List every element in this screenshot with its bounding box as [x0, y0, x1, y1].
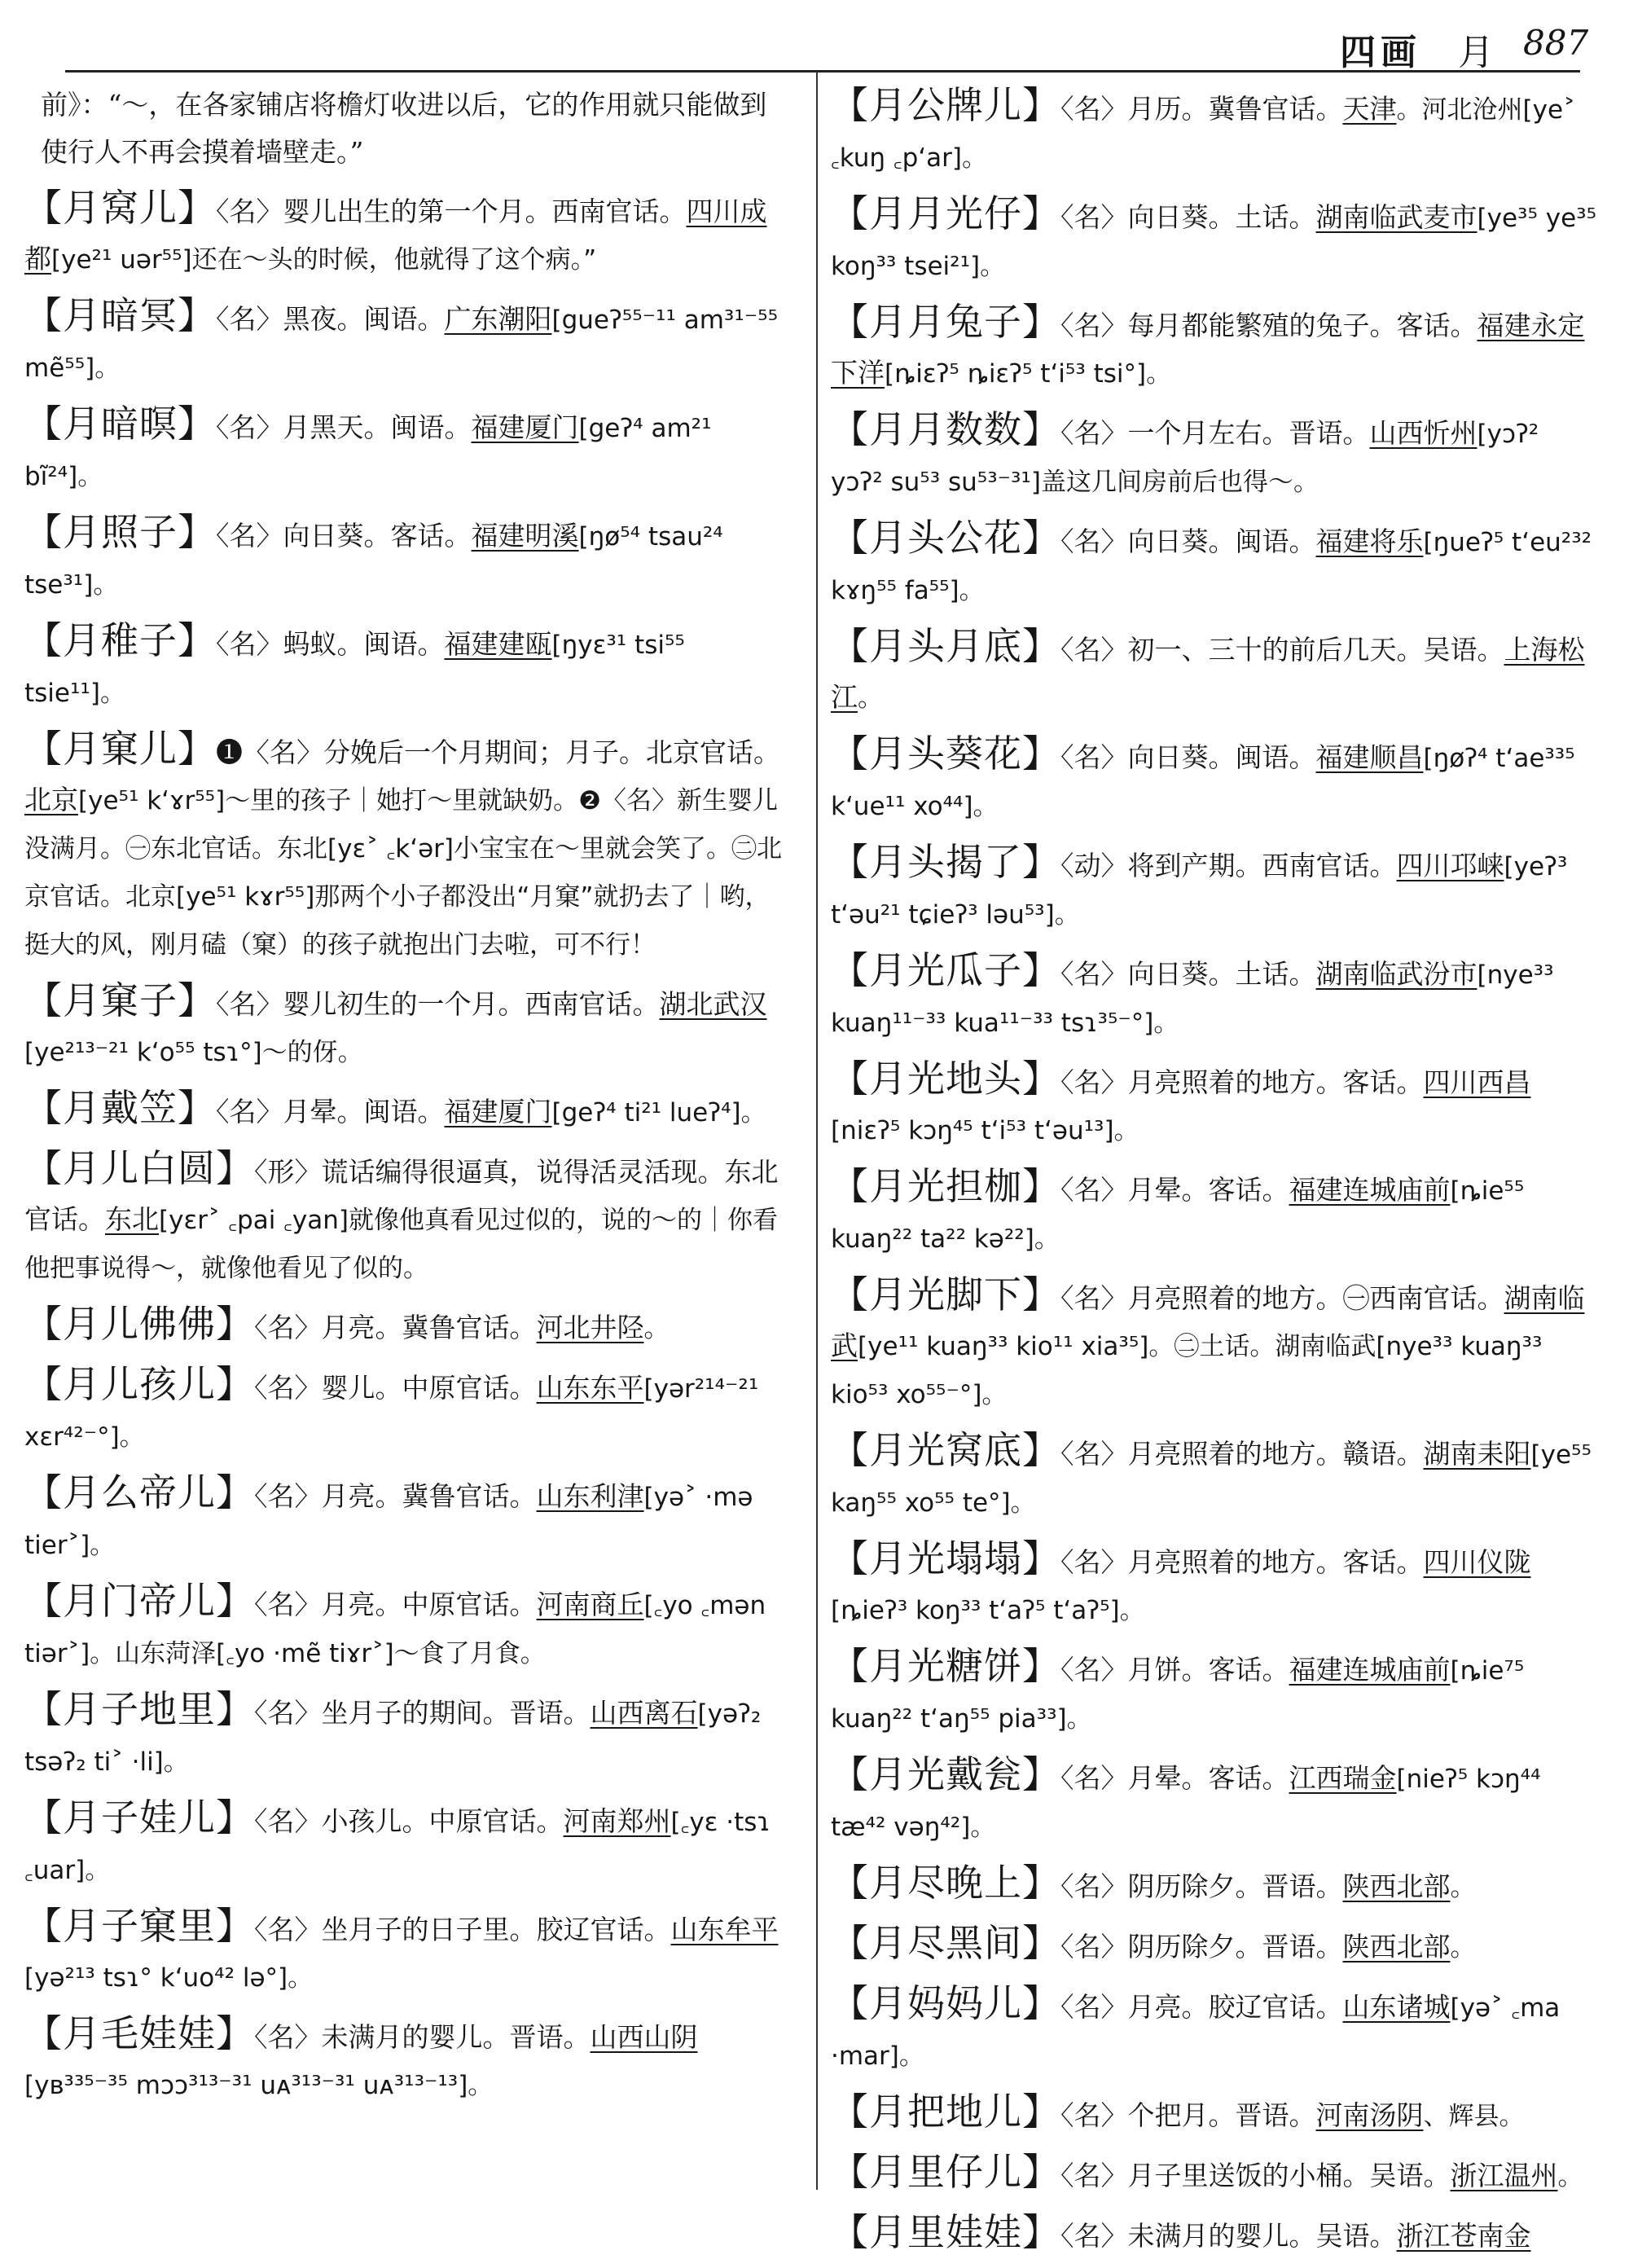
entry-pronunciation: [ŋyɛ³¹ tsi⁵⁵ tsie¹¹]。 — [24, 631, 685, 708]
dictionary-entry — [24, 1084, 790, 1136]
entry-definition: 〈动〉将到产期。西南官话。 — [1060, 850, 1397, 881]
entry-location: 山西山阴 — [590, 2021, 698, 2053]
entry-location: 湖南临武麦市 — [1315, 201, 1478, 233]
entry-pronunciation: [yə˃ ꜀ma ·mar]。 — [831, 1993, 1561, 2071]
dictionary-entry — [24, 81, 790, 176]
entry-definition: 〈名〉月子里送饭的小桶。吴语。 — [1060, 2160, 1451, 2191]
dictionary-entry — [24, 2010, 790, 2109]
entry-pronunciation: [ye⁵⁵ kaŋ⁵⁵ xo⁵⁵ te°]。 — [831, 1440, 1592, 1518]
entry-definition: 〈名〉月晕。客话。 — [1060, 1762, 1289, 1794]
entry-definition: 〈名〉个把月。晋语。 — [1060, 2099, 1316, 2131]
entry-headword: 【月子地里】 — [24, 1687, 254, 1731]
dictionary-entry — [24, 1360, 790, 1461]
entry-location: 四川邛崃 — [1396, 850, 1504, 881]
entry-headword: 【月尽晚上】 — [831, 1861, 1060, 1905]
entry-location: 福建厦门 — [444, 1096, 552, 1127]
entry-headword: 【月尽黑间】 — [831, 1921, 1060, 1965]
entry-location: 福建永定下洋 — [831, 310, 1585, 389]
entry-pronunciation: [geʔ⁴ am²¹ bĩ²⁴]。 — [24, 414, 712, 491]
entry-definition: 〈名〉小孩儿。中原官话。 — [254, 1805, 564, 1837]
entry-definition: 〈名〉初一、三十的前后几天。吴语。 — [1060, 634, 1504, 666]
entry-headword: 【月暗冥】 — [24, 293, 216, 337]
entry-headword: 【月头月底】 — [831, 624, 1060, 668]
entry-headword: 【月子娃儿】 — [24, 1796, 254, 1839]
header-rule — [65, 70, 1580, 73]
entry-location: 北京 — [24, 784, 78, 815]
dictionary-entry — [24, 1577, 790, 1677]
entry-definition: 〈名〉月晕。客话。 — [1060, 1174, 1289, 1206]
entry-location: 广东潮阳 — [444, 303, 552, 335]
dictionary-entry — [831, 2209, 1596, 2260]
dictionary-entry — [831, 1751, 1596, 1851]
entry-definition: 〈名〉向日葵。客话。 — [216, 520, 472, 552]
entry-definition: 〈名〉月亮照着的地方。客话。 — [1060, 1546, 1424, 1578]
entry-definition: 〈名〉一个月左右。晋语。 — [1060, 417, 1370, 449]
entry-pronunciation: [ŋøʔ⁴ t‘ae³³⁵ k‘ue¹¹ xo⁴⁴]。 — [831, 744, 1575, 821]
entry-location: 湖南耒阳 — [1423, 1438, 1531, 1470]
entry-headword: 【月月数数】 — [831, 407, 1060, 451]
entry-location: 山东牟平 — [670, 1914, 779, 1945]
dictionary-entry — [831, 1163, 1596, 1263]
dictionary-entry — [831, 514, 1596, 614]
entry-definition: 〈名〉月亮。冀鲁官话。 — [254, 1312, 537, 1343]
dictionary-entry — [831, 190, 1596, 290]
entry-pronunciation: 、辉县。 — [1423, 2102, 1525, 2131]
entry-definition: 〈名〉月饼。客话。 — [1060, 1654, 1289, 1686]
entry-definition: 〈名〉向日葵。土话。 — [1060, 201, 1316, 233]
entry-definition: 〈名〉月亮。胶辽官话。 — [1060, 1991, 1343, 2023]
entry-headword: 【月光担枷】 — [831, 1164, 1060, 1208]
entry-headword: 【月里娃娃】 — [831, 2210, 1060, 2254]
entry-pronunciation: [꜀yo ꜀mən tiər˃]。山东菏泽[꜀yo ·mẽ tiɤr˃]～食了月食。 — [24, 1591, 766, 1668]
entry-pronunciation: [ŋueʔ⁵ t‘eu²³² kɤŋ⁵⁵ fa⁵⁵]。 — [831, 528, 1592, 605]
entry-pronunciation: [yə²¹³ tsɿ° k‘uo⁴² lə°]。 — [24, 1963, 314, 1993]
entry-definition: 前》：“～，在各家铺店将檐灯收进以后，它的作用就只能做到使行人不再会摸着墙壁走。” — [41, 89, 767, 168]
entry-location: 福建将乐 — [1315, 525, 1424, 557]
page-header — [0, 11, 1629, 73]
entry-location: 山东利津 — [536, 1480, 644, 1512]
entry-headword: 【月窠子】 — [24, 978, 216, 1022]
entry-location: 河南商丘 — [536, 1589, 644, 1620]
entry-pronunciation: [ye²¹³⁻²¹ k‘o⁵⁵ tsɿ°]～的伢。 — [24, 1038, 363, 1067]
entry-pronunciation: [geʔ⁴ ti²¹ lueʔ⁴]。 — [551, 1098, 766, 1127]
entry-location: 四川仪陇 — [1423, 1546, 1531, 1578]
entry-headword: 【月光瓜子】 — [831, 948, 1060, 992]
entry-definition: 〈名〉阴历除夕。晋语。 — [1060, 1931, 1343, 1963]
entry-pronunciation: [yəʔ₂ tsəʔ₂ ti˃ ·li]。 — [24, 1699, 762, 1777]
entry-headword: 【月么帝儿】 — [24, 1470, 254, 1514]
dictionary-entry — [831, 838, 1596, 938]
entry-pronunciation: [yeʔ³ t‘əu²¹ tɕieʔ³ ləu⁵³]。 — [831, 852, 1568, 930]
right-column — [831, 81, 1596, 2268]
entry-headword: 【月头揭了】 — [831, 840, 1060, 884]
dictionary-entry — [24, 1794, 790, 1894]
entry-pronunciation: [ȵieʔ³ koŋ³³ t‘aʔ⁵ t‘aʔ⁵]。 — [831, 1596, 1145, 1625]
entry-headword: 【月光戴瓮】 — [831, 1752, 1060, 1796]
entry-definition: 〈形〉谎话编得很逼真，说得活灵活现。东北官话。 — [24, 1156, 779, 1235]
dictionary-entry — [831, 1859, 1596, 1911]
entry-location: 山西离石 — [590, 1697, 698, 1729]
entry-headword: 【月头葵花】 — [831, 732, 1060, 776]
entry-pronunciation: [yʙ³³⁵⁻³⁵ mɔɔ³¹³⁻³¹ uᴀ³¹³⁻³¹ uᴀ³¹³⁻¹³]。 — [24, 2071, 494, 2100]
entry-definition: 〈名〉向日葵。闽语。 — [1060, 741, 1316, 773]
entry-location: 福建连城庙前 — [1289, 1174, 1451, 1206]
entry-definition: 〈名〉月亮照着的地方。㊀西南官话。 — [1060, 1282, 1504, 1314]
dictionary-entry — [24, 1300, 790, 1352]
entry-location: 山东诸城 — [1342, 1991, 1451, 2023]
entry-headword: 【月光脚下】 — [831, 1272, 1060, 1316]
entry-headword: 【月门帝儿】 — [24, 1579, 254, 1623]
dictionary-entry — [24, 1902, 790, 2002]
entry-definition: 〈名〉未满月的婴儿。晋语。 — [254, 2021, 591, 2053]
entry-location: 河南郑州 — [563, 1805, 671, 1837]
dictionary-entry — [831, 406, 1596, 506]
entry-headword: 【月光糖饼】 — [831, 1644, 1060, 1688]
entry-pronunciation: [yər²¹⁴⁻²¹ xɛr⁴²⁻°]。 — [24, 1374, 759, 1452]
entry-pronunciation: [yɔʔ² yɔʔ² su⁵³ su⁵³⁻³¹]盖这几间房前后也得～。 — [831, 420, 1539, 497]
dictionary-entry — [831, 1426, 1596, 1527]
entry-headword: 【月照子】 — [24, 510, 216, 554]
entry-headword: 【月里仔儿】 — [831, 2150, 1060, 2194]
dictionary-entry — [831, 1919, 1596, 1971]
entry-location: 山东东平 — [536, 1372, 644, 1404]
entry-headword: 【月子窠里】 — [24, 1904, 254, 1948]
dictionary-entry — [831, 947, 1596, 1047]
entry-location: 浙江苍南金 — [1396, 2220, 1531, 2252]
entry-pronunciation: [ye⁵¹ k‘ɤr⁵⁵]～里的孩子｜她打～里就缺奶。❷〈名〉新生婴儿没满月。㊀东北官话。东北[yɛ˃ ꜀k‘ər]小宝宝在～里就会笑了。㊁北京官话。北京[ye⁵¹ kɤr⁵⁵]那两个小子都没出“月窠”就扔去了｜哟，挺大的风，刚月磕（窠）的孩子就抱出门去啦，可不行！ — [24, 786, 782, 960]
dictionary-entry — [831, 1055, 1596, 1154]
column-divider — [816, 72, 818, 2190]
left-column — [24, 81, 790, 2117]
entry-location: 福建连城庙前 — [1289, 1654, 1451, 1686]
dictionary-entry — [24, 184, 790, 284]
entry-definition: 〈名〉向日葵。闽语。 — [1060, 525, 1316, 557]
entry-headword: 【月儿孩儿】 — [24, 1362, 254, 1406]
entry-location: 湖北武汉 — [659, 988, 767, 1020]
entry-pronunciation: [nieʔ⁵ kɔŋ⁴⁴ tæ⁴² vəŋ⁴²]。 — [831, 1765, 1541, 1842]
entry-definition: 〈名〉每月都能繁殖的兔子。客话。 — [1060, 310, 1478, 341]
entry-headword: 【月公牌儿】 — [831, 83, 1060, 127]
entry-location: 陕西北部 — [1342, 1870, 1451, 1902]
entry-definition: 〈名〉月亮。中原官话。 — [254, 1589, 537, 1620]
entry-location: 陕西北部 — [1342, 1931, 1451, 1963]
entry-headword: 【月儿佛佛】 — [24, 1302, 254, 1346]
entry-pronunciation: [ye²¹ uər⁵⁵]还在～头的时候，他就得了这个病。” — [51, 245, 597, 275]
entry-location: 湖南临武汾市 — [1315, 958, 1478, 990]
dictionary-entry — [831, 81, 1596, 182]
entry-headword: 【月戴笠】 — [24, 1086, 216, 1130]
entry-location: 福建明溪 — [471, 520, 579, 552]
dictionary-entry — [24, 617, 790, 717]
entry-location: 东北 — [105, 1203, 159, 1235]
entry-location: 江西瑞金 — [1289, 1762, 1397, 1794]
entry-location: 河南汤阴 — [1315, 2099, 1424, 2131]
dictionary-entry — [24, 1145, 790, 1292]
entry-location: 福建厦门 — [471, 411, 579, 443]
entry-pronunciation: 。 — [1450, 1873, 1476, 1902]
dictionary-entry — [831, 2088, 1596, 2140]
entry-location: 上海松江 — [831, 634, 1585, 713]
entry-definition: 〈名〉坐月子的期间。晋语。 — [254, 1697, 591, 1729]
entry-definition: 〈名〉阴历除夕。晋语。 — [1060, 1870, 1343, 1902]
entry-location: 河北井陉 — [536, 1312, 644, 1343]
entry-pronunciation: [ȵiɛʔ⁵ ȵiɛʔ⁵ t‘i⁵³ tsi°]。 — [885, 359, 1172, 389]
dictionary-entry — [24, 508, 790, 609]
entry-pronunciation: [yə˃ ·mə tier˃]。 — [24, 1483, 753, 1560]
entry-definition: 〈名〉黑夜。闽语。 — [216, 303, 445, 335]
entry-location: 山西忻州 — [1369, 417, 1478, 449]
entry-pronunciation: 。河北沧州[ye˃ ꜀kuŋ ꜀p‘ar]。 — [831, 95, 1576, 173]
dictionary-entry — [24, 977, 790, 1076]
radical-label: 月 — [1458, 32, 1494, 73]
entry-pronunciation: [yɛr˃ ꜀pai ꜀yan]就像他真看见过似的，说的～的｜你看他把事说得～，就像他看见了似的。 — [24, 1206, 778, 1283]
dictionary-entry — [831, 298, 1596, 398]
entry-headword: 【月妈妈儿】 — [831, 1981, 1060, 2025]
entry-definition: 〈名〉婴儿出生的第一个月。西南官话。 — [216, 196, 687, 227]
dictionary-entry — [831, 730, 1596, 830]
dictionary-entry — [24, 725, 790, 969]
entry-headword: 【月暗暝】 — [24, 402, 216, 446]
entry-pronunciation: 。 — [643, 1314, 670, 1343]
entry-headword: 【月月兔子】 — [831, 300, 1060, 344]
entry-headword: 【月窠儿】 — [24, 727, 216, 771]
entry-definition: 〈名〉月亮照着的地方。客话。 — [1060, 1066, 1424, 1098]
entry-pronunciation: [gueʔ⁵⁵⁻¹¹ am³¹⁻⁵⁵ mẽ⁵⁵]。 — [24, 305, 779, 383]
entry-definition: 〈名〉婴儿。中原官话。 — [254, 1372, 537, 1404]
entry-pronunciation: 。 — [1450, 1933, 1476, 1963]
entry-definition: 〈名〉坐月子的日子里。胶辽官话。 — [254, 1914, 671, 1945]
entry-headword: 【月光窝底】 — [831, 1428, 1060, 1472]
entry-definition: 〈名〉未满月的婴儿。吴语。 — [1060, 2220, 1397, 2252]
entry-pronunciation: [nye³³ kuaŋ¹¹⁻³³ kua¹¹⁻³³ tsɿ³⁵⁻°]。 — [831, 960, 1554, 1038]
entry-pronunciation: [ŋø⁵⁴ tsau²⁴ tse³¹]。 — [24, 522, 723, 600]
entry-headword: 【月毛娃娃】 — [24, 2011, 254, 2055]
entry-headword: 【月月光仔】 — [831, 191, 1060, 235]
entry-pronunciation: [ye³⁵ ye³⁵ koŋ³³ tsei²¹]。 — [831, 204, 1596, 281]
dictionary-entry — [24, 292, 790, 392]
dictionary-entry — [831, 1642, 1596, 1743]
entry-definition: 〈名〉月亮照着的地方。赣语。 — [1060, 1438, 1424, 1470]
entry-headword: 【月儿白圆】 — [24, 1146, 254, 1190]
entry-pronunciation: [ȵie⁵⁵ kuaŋ²² ta²² kə²²]。 — [831, 1176, 1525, 1254]
entry-headword: 【月窝儿】 — [24, 186, 216, 230]
section-label: 四画 — [1340, 32, 1421, 73]
entry-location: 福建顺昌 — [1315, 741, 1424, 773]
entry-pronunciation: 。 — [858, 683, 883, 713]
entry-headword: 【月头公花】 — [831, 516, 1060, 560]
entry-location: 浙江温州 — [1450, 2160, 1558, 2191]
entry-location: 福建建瓯 — [444, 628, 552, 660]
entry-definition: 〈名〉月亮。冀鲁官话。 — [254, 1480, 537, 1512]
entry-pronunciation: [ye¹¹ kuaŋ³³ kio¹¹ xia³⁵]。㊁土话。湖南临武[nye³³ kuaŋ³³ kio⁵³ xo⁵⁵⁻°]。 — [831, 1332, 1543, 1409]
entry-headword: 【月光地头】 — [831, 1057, 1060, 1101]
entry-location: 四川西昌 — [1423, 1066, 1531, 1098]
entry-definition: 〈名〉婴儿初生的一个月。西南官话。 — [216, 988, 660, 1020]
dictionary-entry — [24, 1686, 790, 1786]
entry-definition: ❶〈名〉分娩后一个月期间；月子。北京官话。 — [216, 736, 780, 768]
entry-pronunciation: 。 — [1557, 2162, 1583, 2191]
entry-location: 四川成都 — [24, 196, 767, 275]
entry-definition: 〈名〉月历。冀鲁官话。 — [1060, 93, 1343, 125]
entry-pronunciation: [ȵie⁷⁵ kuaŋ²² t‘aŋ⁵⁵ pia³³]。 — [831, 1656, 1525, 1734]
entry-location: 天津 — [1342, 93, 1397, 125]
page-number: 887 — [1523, 23, 1589, 63]
dictionary-entry — [831, 1271, 1596, 1418]
entry-headword: 【月把地儿】 — [831, 2090, 1060, 2134]
entry-location: 湖南临武 — [831, 1282, 1585, 1361]
dictionary-entry — [831, 1535, 1596, 1634]
dictionary-entry — [831, 622, 1596, 722]
dictionary-entry — [24, 400, 790, 500]
entry-definition: 〈名〉月黑天。闽语。 — [216, 411, 472, 443]
entry-definition: 〈名〉蚂蚁。闽语。 — [216, 628, 445, 660]
dictionary-entry — [831, 1980, 1596, 2080]
entry-headword: 【月稚子】 — [24, 618, 216, 662]
entry-definition: 〈名〉向日葵。土话。 — [1060, 958, 1316, 990]
entry-definition: 〈名〉月晕。闽语。 — [216, 1096, 445, 1127]
dictionary-entry — [831, 2148, 1596, 2200]
entry-headword: 【月光塌塌】 — [831, 1536, 1060, 1580]
entry-pronunciation: [꜀yɛ ·tsɿ ꜀uar]。 — [24, 1808, 771, 1885]
dictionary-entry — [24, 1469, 790, 1569]
entry-pronunciation: [niɛʔ⁵ kɔŋ⁴⁵ t‘i⁵³ t‘əu¹³]。 — [831, 1116, 1139, 1145]
